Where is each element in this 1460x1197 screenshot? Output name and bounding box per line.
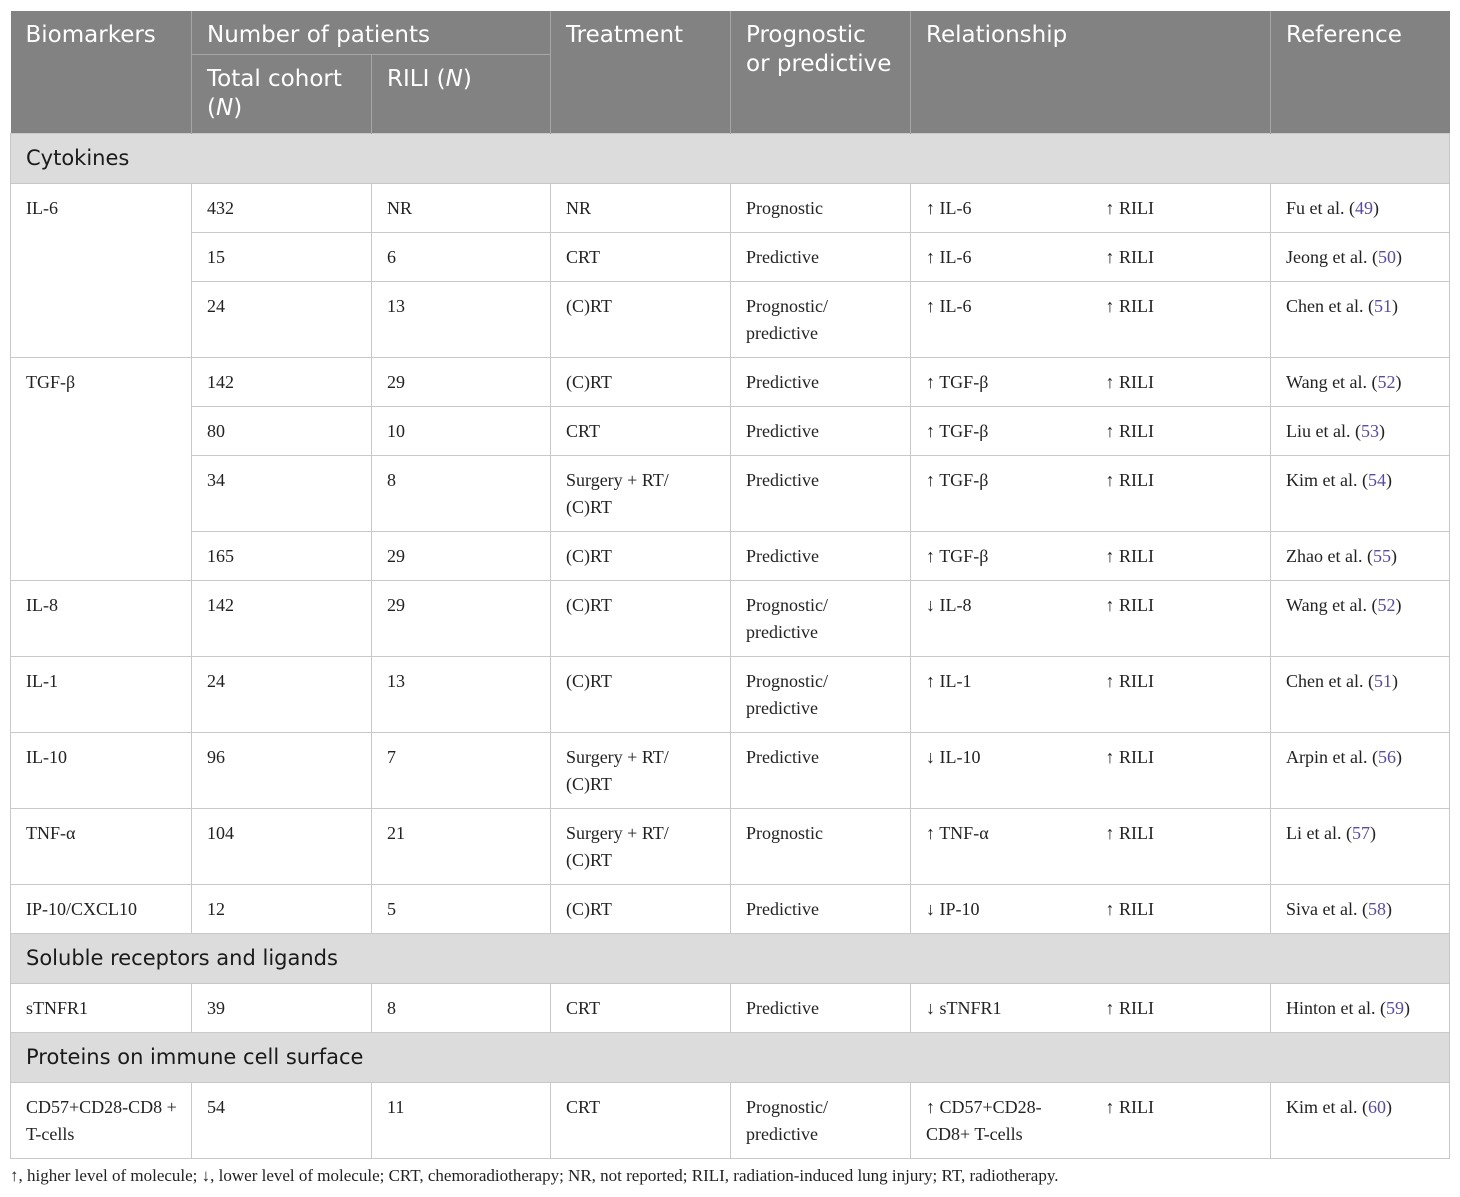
table-body xyxy=(11,134,1450,1159)
cell-relationship-outcome: ↑ RILI xyxy=(1091,282,1271,358)
header-total-cohort: Total cohort (N) xyxy=(192,55,372,134)
biomarker-table xyxy=(10,11,1450,1159)
reference-link[interactable]: 59 xyxy=(1386,998,1405,1018)
cell-relationship-marker: ↓ IL-8 xyxy=(911,581,1091,657)
cell-prognostic-or-predictive: Prognostic xyxy=(731,184,911,233)
header-reference: Reference xyxy=(1271,11,1450,134)
cell-relationship-marker: ↑ IL-6 xyxy=(911,233,1091,282)
reference-link[interactable]: 55 xyxy=(1373,546,1391,566)
cell-reference: Chen et al. (51) xyxy=(1271,657,1450,733)
reference-link[interactable]: 51 xyxy=(1374,671,1393,691)
cell-treatment: CRT xyxy=(551,984,731,1033)
cell-relationship-marker: ↓ sTNFR1 xyxy=(911,984,1091,1033)
cell-relationship-outcome: ↑ RILI xyxy=(1091,184,1271,233)
cell-prognostic-or-predictive: Prognostic xyxy=(731,809,911,885)
cell-total-cohort: 142 xyxy=(192,581,372,657)
cell-relationship-marker: ↑ IL-6 xyxy=(911,184,1091,233)
cell-biomarker: CD57+CD28-CD8 + T-cells xyxy=(11,1083,192,1159)
reference-link[interactable]: 56 xyxy=(1378,747,1396,767)
cell-relationship-marker: ↑ IL-1 xyxy=(911,657,1091,733)
table-row xyxy=(11,456,1450,532)
table-row xyxy=(11,532,1450,581)
cell-rili: 7 xyxy=(372,733,551,809)
cell-treatment: NR xyxy=(551,184,731,233)
reference-link[interactable]: 54 xyxy=(1368,470,1387,490)
reference-link[interactable]: 60 xyxy=(1368,1097,1387,1117)
cell-rili: NR xyxy=(372,184,551,233)
cell-treatment: CRT xyxy=(551,407,731,456)
table-row xyxy=(11,809,1450,885)
header-treatment: Treatment xyxy=(551,11,731,134)
cell-prognostic-or-predictive: Predictive xyxy=(731,456,911,532)
cell-total-cohort: 104 xyxy=(192,809,372,885)
cell-total-cohort: 165 xyxy=(192,532,372,581)
cell-prognostic-or-predictive: Predictive xyxy=(731,885,911,934)
cell-prognostic-or-predictive: Predictive xyxy=(731,984,911,1033)
cell-treatment: (C)RT xyxy=(551,581,731,657)
cell-treatment: Surgery + RT/ (C)RT xyxy=(551,733,731,809)
cell-total-cohort: 54 xyxy=(192,1083,372,1159)
cell-rili: 5 xyxy=(372,885,551,934)
cell-relationship-outcome: ↑ RILI xyxy=(1091,456,1271,532)
cell-rili: 13 xyxy=(372,657,551,733)
table-row xyxy=(11,885,1450,934)
section-title: Cytokines xyxy=(11,134,1450,184)
table-row xyxy=(11,407,1450,456)
cell-relationship-outcome: ↑ RILI xyxy=(1091,657,1271,733)
cell-relationship-marker: ↓ IL-10 xyxy=(911,733,1091,809)
cell-reference: Fu et al. (49) xyxy=(1271,184,1450,233)
header-prognostic-or-predictive: Prognostic or predictive xyxy=(731,11,911,134)
cell-total-cohort: 12 xyxy=(192,885,372,934)
cell-reference: Hinton et al. (59) xyxy=(1271,984,1450,1033)
cell-treatment: (C)RT xyxy=(551,657,731,733)
cell-treatment: Surgery + RT/ (C)RT xyxy=(551,456,731,532)
reference-link[interactable]: 58 xyxy=(1368,899,1387,919)
table-row xyxy=(11,1083,1450,1159)
cell-relationship-marker: ↑ TGF-β xyxy=(911,407,1091,456)
cell-reference: Kim et al. (54) xyxy=(1271,456,1450,532)
header-rili-n: RILI (N) xyxy=(372,55,551,134)
cell-reference: Zhao et al. (55) xyxy=(1271,532,1450,581)
cell-relationship-outcome: ↑ RILI xyxy=(1091,407,1271,456)
cell-relationship-outcome: ↑ RILI xyxy=(1091,581,1271,657)
cell-prognostic-or-predictive: Predictive xyxy=(731,358,911,407)
header-number-of-patients: Number of patients xyxy=(192,11,551,55)
cell-treatment: CRT xyxy=(551,233,731,282)
cell-treatment: (C)RT xyxy=(551,282,731,358)
table-row xyxy=(11,233,1450,282)
cell-reference: Wang et al. (52) xyxy=(1271,358,1450,407)
reference-link[interactable]: 57 xyxy=(1352,823,1371,843)
table-row xyxy=(11,282,1450,358)
cell-relationship-marker: ↑ TGF-β xyxy=(911,358,1091,407)
reference-link[interactable]: 51 xyxy=(1374,296,1393,316)
cell-total-cohort: 34 xyxy=(192,456,372,532)
section-row xyxy=(11,134,1450,184)
cell-treatment: CRT xyxy=(551,1083,731,1159)
cell-relationship-outcome: ↑ RILI xyxy=(1091,233,1271,282)
cell-relationship-marker: ↑ TNF-α xyxy=(911,809,1091,885)
cell-prognostic-or-predictive: Prognostic/ predictive xyxy=(731,581,911,657)
cell-prognostic-or-predictive: Predictive xyxy=(731,407,911,456)
cell-total-cohort: 39 xyxy=(192,984,372,1033)
cell-prognostic-or-predictive: Predictive xyxy=(731,233,911,282)
cell-relationship-outcome: ↑ RILI xyxy=(1091,1083,1271,1159)
cell-prognostic-or-predictive: Prognostic/ predictive xyxy=(731,1083,911,1159)
cell-total-cohort: 142 xyxy=(192,358,372,407)
cell-total-cohort: 432 xyxy=(192,184,372,233)
cell-relationship-marker: ↑ IL-6 xyxy=(911,282,1091,358)
cell-prognostic-or-predictive: Predictive xyxy=(731,532,911,581)
reference-link[interactable]: 52 xyxy=(1377,372,1396,392)
cell-relationship-marker: ↑ TGF-β xyxy=(911,532,1091,581)
cell-reference: Kim et al. (60) xyxy=(1271,1083,1450,1159)
cell-relationship-outcome: ↑ RILI xyxy=(1091,885,1271,934)
section-row xyxy=(11,1033,1450,1083)
cell-prognostic-or-predictive: Prognostic/ predictive xyxy=(731,282,911,358)
cell-reference: Arpin et al. (56) xyxy=(1271,733,1450,809)
reference-link[interactable]: 50 xyxy=(1378,247,1396,267)
cell-reference: Jeong et al. (50) xyxy=(1271,233,1450,282)
cell-treatment: (C)RT xyxy=(551,358,731,407)
header-biomarkers: Biomarkers xyxy=(11,11,192,134)
cell-reference: Liu et al. (53) xyxy=(1271,407,1450,456)
cell-rili: 21 xyxy=(372,809,551,885)
cell-relationship-outcome: ↑ RILI xyxy=(1091,358,1271,407)
cell-rili: 8 xyxy=(372,456,551,532)
cell-rili: 29 xyxy=(372,581,551,657)
cell-rili: 29 xyxy=(372,358,551,407)
section-row xyxy=(11,934,1450,984)
cell-relationship-outcome: ↑ RILI xyxy=(1091,809,1271,885)
cell-biomarker: IL-1 xyxy=(11,657,192,733)
table-row xyxy=(11,657,1450,733)
header-relationship: Relationship xyxy=(911,11,1271,134)
cell-reference: Li et al. (57) xyxy=(1271,809,1450,885)
table-row xyxy=(11,358,1450,407)
cell-relationship-outcome: ↑ RILI xyxy=(1091,532,1271,581)
table-row xyxy=(11,581,1450,657)
cell-total-cohort: 96 xyxy=(192,733,372,809)
cell-rili: 29 xyxy=(372,532,551,581)
cell-reference: Chen et al. (51) xyxy=(1271,282,1450,358)
cell-total-cohort: 24 xyxy=(192,657,372,733)
cell-treatment: (C)RT xyxy=(551,885,731,934)
cell-relationship-outcome: ↑ RILI xyxy=(1091,733,1271,809)
table-row xyxy=(11,733,1450,809)
cell-rili: 6 xyxy=(372,233,551,282)
cell-prognostic-or-predictive: Prognostic/ predictive xyxy=(731,657,911,733)
cell-treatment: Surgery + RT/ (C)RT xyxy=(551,809,731,885)
section-title: Proteins on immune cell surface xyxy=(11,1033,1450,1083)
cell-reference: Siva et al. (58) xyxy=(1271,885,1450,934)
cell-biomarker: IL-6 xyxy=(11,184,192,358)
cell-rili: 10 xyxy=(372,407,551,456)
cell-biomarker: TNF-α xyxy=(11,809,192,885)
cell-relationship-marker: ↑ TGF-β xyxy=(911,456,1091,532)
section-title: Soluble receptors and ligands xyxy=(11,934,1450,984)
cell-rili: 11 xyxy=(372,1083,551,1159)
cell-biomarker: TGF-β xyxy=(11,358,192,581)
table-footnote: ↑, higher level of molecule; ↓, lower level of molecule; CRT, chemoradiotherapy; NR, not reported; RILI, radiation-induced lung injury; RT, radiotherapy. xyxy=(10,1166,1059,1185)
table-row xyxy=(11,984,1450,1033)
cell-relationship-marker: ↓ IP-10 xyxy=(911,885,1091,934)
cell-total-cohort: 15 xyxy=(192,233,372,282)
cell-relationship-outcome: ↑ RILI xyxy=(1091,984,1271,1033)
cell-total-cohort: 24 xyxy=(192,282,372,358)
reference-link[interactable]: 49 xyxy=(1355,198,1374,218)
reference-link[interactable]: 53 xyxy=(1361,421,1380,441)
cell-biomarker: sTNFR1 xyxy=(11,984,192,1033)
cell-prognostic-or-predictive: Predictive xyxy=(731,733,911,809)
cell-biomarker: IP-10/CXCL10 xyxy=(11,885,192,934)
cell-relationship-marker: ↑ CD57+CD28-CD8+ T-cells xyxy=(911,1083,1091,1159)
reference-link[interactable]: 52 xyxy=(1377,595,1396,615)
cell-biomarker: IL-8 xyxy=(11,581,192,657)
cell-rili: 13 xyxy=(372,282,551,358)
table-header xyxy=(11,11,1450,134)
cell-reference: Wang et al. (52) xyxy=(1271,581,1450,657)
cell-biomarker: IL-10 xyxy=(11,733,192,809)
cell-treatment: (C)RT xyxy=(551,532,731,581)
cell-rili: 8 xyxy=(372,984,551,1033)
table-row xyxy=(11,184,1450,233)
cell-total-cohort: 80 xyxy=(192,407,372,456)
